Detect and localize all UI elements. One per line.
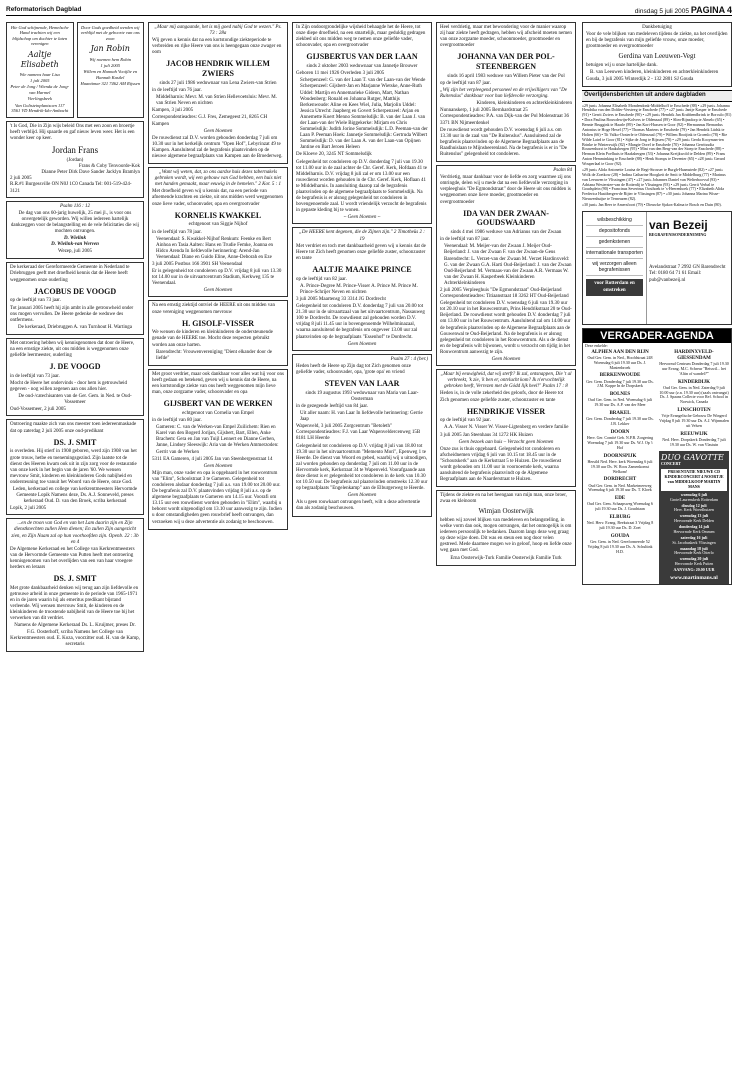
agenda-item	[659, 408, 729, 429]
agenda-details: Ger. Gem. Donderdag 7 juli 19.30 uur Ds. J.B. Lekker	[586, 416, 654, 427]
birth-announcement-jordan: 't Is God, Die in Zijn wijs beleid Ons met een zoon en broertje heeft verblijd. Hij spaarde en gaf nieuw leven weer. Het is een wonder keer op keer. Jordan Frans (Jordan) Frans & Coby Tenvoorde-Kok Dianne Peter Dirk Dave Sander Jacklyn Bramlyn 2 juli 2005 R.R.#1 Burgessville ON N0J 1C0 Canada Tel: 001-519-424-3121	[6, 121, 144, 198]
agenda-details: Ned. Herv. Dorpskerk Donderdag 7 juli 19.30 uur Ds. W. van Vlastuin	[662, 436, 726, 447]
agenda-place: ALPHEN AAN DEN RIJN	[591, 349, 649, 355]
agenda-place: GOUDA	[610, 533, 630, 539]
van-bezeij-services: wilsbeschikking depositofonds gedenkstenen internationale transporten wij verzorgen alleen begrafenissen voor Rotterdam en omstreken	[583, 212, 647, 324]
agenda-details: Oud Ger. Gem. in Ned. Woensdag 6 juli 19.30 uur Ds. A.P. van der Meer	[587, 397, 653, 408]
page-header	[6, 5, 732, 16]
agenda-place: KINDERDIJK	[678, 379, 710, 385]
agenda-place: LINSCHOTEN	[677, 408, 711, 414]
concert-event	[661, 547, 727, 557]
concert-venue: Herv. Kerk Woerdhuizen	[674, 507, 714, 513]
birth-announcement-jan-robin: Door Gods goedheid werden wij verblijd met de geboorte van ons zoon Jan Robin Wij noemen hem Robin 1 juli 2005 Willem en Hannah Vooijlie en Hannah Kastlel Haantimar 321 7462 AM Rijssen	[77, 22, 145, 118]
concert-event	[661, 504, 727, 514]
agenda-place: DOORN	[610, 430, 630, 435]
vergader-agenda: VERGADER-AGENDA Deze enkelde: ALPHEN AAN DEN RIJN Oud Ger. Gem. in Ned., Hoofdstraat 248 Woensdag 6 juli 19.30 uur Ds. J. Mastenbroek BERKENWOUDE Ger. Gem. Donderdag 7 juli 19.30 uur Ds. J.M. Koppe In de Dorpskerk BOLNES Oud Ger. Gem. in Ned. Woensdag 6 juli 19.30 uur Ds. A.P. van der Meer BRAKEL Ger. Gem. Donderdag 7 juli 19.30 uur Ds. J.B. Lekker DOORN Herv. Ger. Comité Geb. N.P.B. Zorgering Woensdag 7 juli 19.30 uur Ds. W.J. Op 't Hof DOORNSPIJK Herstld Ned. Herv. kerk Woensdag 6 juli 19.30 uur Ds. W. Roos Zamenkomst Welkom! DORDRECHT Oud Ger. Gem. in Ned. Marketmeeweg Woensdag 6 juli 19.30 uur Ds. T. Kloek EDE Oud Ger. Gem. Schaapsweg Woensdag 6 juli 19.30 uur Ds. J. Goudriaan ELBURG Ned. Herv. Evang. Beekstraat 3 Vrijdag 8 juli 19.30 uur Ds. D. Zoet GOUDA Ger. Gem. in Ned. Gereformeerde 52 Vrijdag 8 juli 19.30 uur Ds. A. Schultink H.D. HARDINXVELD-GIESSENDAM Hervormd Centrum Donderdag 7 juli 19.30 uur Evang. M.C. Schreur "Reiswil... het 'Altin of wandel?'" KINDERDIJK Oud Ger. Gem. in Ned. Zaterdag 9 juli 10.00 uur (z.n. 19.30 uur) (zaals ontvangst) Ds. J. Spaans Collecte voor Ref. School in Norwick, Canada LINSCHOTEN Vrije Evangelische Gebouw De Wingerd Vrijdag 8 juli 19.30 uur Ds. A.J. Wijnmalen uit Velsen REEUWIJK Ned. Herv. Dorpskerk Donderdag 7 juli 19.30 uur Ds. W. van Vlastuin DUO GAVOTTE CONCERT PRESENTATIE NIEUWE CD KINDERCONCERT 4 NOORTJE van MIDDELKOOP MARTIN MANS woensdag 6 juli Grote/Laurenskerk Rotterdam dinsdag 12 juli Herv. Kerk Woerdhuizen woensdag 13 juli Hervormde Kerk Delden donderdag 14 juli Hervormde Kerk Ommen zaterdag 16 juli St. Jacobuskerk Vlissingen maandag 18 juli Hervormde Kerk Otterlo woensdag 20 juli Hervormde Kerk Putten AANVANG: 20.00 UUR www.martinmans.nl	[582, 328, 732, 585]
agenda-place: BRAKEL	[609, 411, 631, 417]
agenda-item	[585, 515, 655, 531]
agenda-place: EDE	[614, 496, 626, 502]
concert-date: woensdag 13 juli	[679, 513, 709, 519]
concert-date: maandag 18 juli	[680, 545, 708, 551]
agenda-item	[585, 373, 655, 389]
column-5	[582, 22, 732, 1062]
column-3	[292, 22, 432, 1062]
page-number: 4	[726, 5, 732, 15]
agenda-place: BOLNES	[609, 392, 631, 398]
agenda-details: Vrije Evangelische Gebouw De Wingerd Vrijdag 8 juli 19.30 uur Ds. A.J. Wijnmalen uit Velsen	[659, 413, 729, 428]
van-bezeij-service-item: internationale transporten	[586, 248, 643, 259]
column-4	[436, 22, 576, 1062]
agenda-place: REEUWIJK	[680, 431, 708, 437]
agenda-left-list	[585, 350, 655, 584]
duo-gavotte-ad[interactable]: DUO GAVOTTE CONCERT PRESENTATIE NIEUWE CD KINDERCONCERT 4 NOORTJE van MIDDELKOOP MARTIN MANS woensdag 6 juli Grote/Laurenskerk Rotterdam dinsdag 12 juli Herv. Kerk Woerdhuizen woensdag 13 juli Hervormde Kerk Delden donderdag 14 juli Hervormde Kerk Ommen zaterdag 16 juli St. Jacobuskerk Vlissingen maandag 18 juli Hervormde Kerk Otterlo woensdag 20 juli Hervormde Kerk Putten AANVANG: 20.00 UUR www.martinmans.nl	[659, 451, 729, 584]
van-bezeij-service-item: wij verzorgen alleen begrafenissen	[586, 259, 643, 276]
agenda-details: Oud Ger. Gem. in Ned. Marketmeeweg Woensdag 6 juli 19.30 uur Ds. T. Kloek	[588, 482, 652, 493]
concert-date: donderdag 14 juli	[678, 524, 710, 530]
obituary-van-de-werken: Met groot verdriet, maar ook dankbaar voor alles wat hij voor ons heeft gedaan en betekend, geven wij u kennis dat de Heere, na een kortstondige ziekte van ons heeft weggenomen mijn lieve man, onze zorgzame vader, schoonvader en opa GIJSBERT VAN DE WERKEN echtgenoot van Cornelia van Empel in de leeftijd van 80 jaar. Gameren: C. van de Werken-van Empel Zuilichem: Rien en Karel van den Bogerd Jorijan, Gijsbert, Bart, Ellen, Anke Brachem: Gera en Jan van Tuijl Lennert en Dianne Gerben, Janne, Lindsey Sleeswijk: Aria van de Werken Ammerzoden: Gerrit van de Werken 5311 EA Gameren, 4 juli 2005 Jan van Steenbergenstraat 14 Geen bloemen Mijn man, onze vader en opa is opgebaard in het rouwcentrum van "Elim", Schoolstraat 3 te Gameren. Gelegenheid tot condoleren alsdaar donderdag 7 juli a.s. van 19.00 tot 20.00 uur. De begrafenis zal D.V. plaatsvinden vrijdag 8 juli a.s. op de algemene begraafplaats te Gameren om 14.15 uur. Voorafi om 13.15 uur een rouwdienst worden gehouden in "Elim", waarbij u behorst wordt uitgenodigd om 13.10 uur aanwezig te zijn. Indien u door omstandigheden geen rouwbrief heeft ontvangen, dan verzoeken wij u deze advertentie als zodanig te beschouwen.	[148, 369, 288, 530]
agenda-details: Oud Ger. Gem. in Ned. Zaterdag 9 juli 10.00 uur (z.n. 19.30 uur) (zaals ontvangst) Ds. J. Spaans Collecte voor Ref. School in Norwick, Canada	[659, 384, 729, 405]
obituary-van-der-laan: In Zijn ondoorgrondelijke wijsheid behaagde het de Heere, tot onze diepe droefheid, na een smartelijk, maar geduldig gedragen ziekbed uit ons midden weg te nemen onze geliefde vader, schoonvader, opa en overgrootvader GIJSBERTUS VAN DER LAAN sinds 2 oktober 2003 weduwnaar van Jannetje Brouwer Geboren 11 mei 1926 Overleden 3 juli 2005 Scherpenzeel: G. van der Laan T. van der Laan-van der Wende Scherpenzeel: Gijsbert-Jan en Marjanne Wietske, Anne-Ruth Uddel: Martijn en Annemarieke Gideon, Mart, Nathan Woudenberg: Ronald en Johanna Rutger, Matthijs Berkenwoude: Aline en Kees Wiel, Julia, Marjolin Uddel: Jessica Utrecht: Jaapberg en Govert Scherpenzeel: Arjan en Annemette Koert Menno Sommelsdijk: B. van der Laan J. van der Laan-van der Wiele Biggekerke: Mirjam en Chris Sommelsdijk: Judith Jorine Sommelsdijk: L.D. Peeman-van der Laan P. Peeman Hoek: Jannetje Sommelsdijk: Gertruda Wilbert Sommelsdijk: D. van der Laan A. van der Laan-van Opijnen Jantine en Bart Jeroen Heleen De Kloeve 20, 3245 NT Sommelsdijk Gelegenheid tot condoleren op D.V. donderdag 7 juli van 19.30 tot 11.00 uur in de zaal achter de Chr. Geref. Kerk, Hofdaan 41 te Middelharnis. D.V. vrijdag 8 juli zal er om 13.00 uur een rouwdienst worden gehouden in de Chr. Geref. Kerk, Hoflaan 41 te Middelharnis. In aansluiting daarop zal de begrafenis plaatsvinden op de algemene begraafplaats te Sommelsdijk. Na de begrafenis is er alsnog gelegenheid tot condoleren in bovengenoemde zaal. U wordt vriendelijk verzocht de begrafenis in gepaste kleding bij te wonen. ~ Geen bloemen ~	[292, 22, 432, 224]
obituary-zwiers: „Maar mij aangaande, het is mij goed nabij God te wezen." Ps. 73 : 28a Wij geven u kennis dat na een kortstondige ziekteperiode te verbreiden en rijke Heere van ons is heengegaan onze zwager en oom JACOB HENDRIK WILLEM ZWIERS sinds 27 juli 1986 weduwnaar van Lena Zwiers-van Strien in de leeftijd van 76 jaar. Middelharnis: Mevr. M. van Strien Hellevoetsluis: Mevr. M. van Strien Neven en nichten Kampen, 3 juli 2005 Correspondentieadres: G.J. Fres, Zemegeest 21, 8265 CH Kampen Geen bloemen De rouwdienst zal D.V. worden gehouden donderdag 7 juli om 10.30 uur in het kerkelijk centrum "Open Hof", Lebyrinzat 49 te Kampen. Aansluitend zal de begrafenis plaatsvinden op de nieuwe algemene begraafplaats van Kampen aan de Broederweg.	[148, 22, 288, 164]
agenda-details: Ned. Herv. Evang. Beekstraat 3 Vrijdag 8 juli 19.30 uur Ds. D. Zoet	[586, 520, 654, 531]
van-bezeij-service-item: wilsbeschikking	[586, 215, 643, 226]
concert-date: woensdag 20 juli	[679, 556, 709, 562]
agenda-details: Herv. Ger. Comité Geb. N.P.B. Zorgering Woensdag 7 juli 19.30 uur Ds. W.J. Op 't Hof	[586, 435, 654, 450]
concert-event	[661, 536, 727, 546]
concert-venue: Hervormde Kerk Delden	[674, 518, 714, 524]
thanks-oosterwijk: Tijdens de ziekte en na het heengaan van mijn man, onze broer, zwaa en kleinoom Wimjan Oosterwijk hebben wij zoveel blijken van medeleven en belangstelling, in welke vorm dan ook, mogen ontvangen, dat het onmogelijk is om iedereen persoonlijk te bedanken. Daarom langs deze weg graag op deze wijze doen. Dit was en steun een nog door velen gestreed. Mede daarmee mogen we in geloof, hoop en liefde onze weg gaan met God. Erna Oosterwijk-Turk Familie Oosterwijk Familie Turk	[436, 490, 576, 565]
obituary-gisolf-visser: Na een ernstig ziektijd ontviel de HEERE uit ons midden van onze vereniging weggenomen mevrouw H. GISOLF-VISSER We wensen de kinderen en kleinkinderen de ondersteunende genade van de HEERE toe. Mocht deze respecten gebruikt worden aan onze harten. Barendrecht: Vrouwenvereniging "Dient elkander door de liefde"	[148, 300, 288, 365]
obituary-de-voogd-2: Met ontroering hebben wij kennisgenomen dat door de Heere, na een ernstige ziekte, uit ons midden is weggenomen onze geliefde leermeester, ouderling J. DE VOOGD in de leeftijd van 73 jaar. Mocht de Heere het ondervinds - door hem is getrouwheid gegeven - nog willen zegenen aan ons allen hier. De oud-/catechisanten van de Ger. Gem. in Ned. te Oud-Vossemeer Oud-Vossemeer, 2 juli 2005	[6, 338, 144, 417]
thanks-van-leeuwen: Dankbetuiging Voor de vele blijken van medeleven tijdens de ziekte, na het overlijden en bij de begrafenis van mijn geliefde vrouw, onze moeder, grootmoeder en overgrootmoeder Gerdina van Leeuwen-Vegt betuigen wij u onze hartelijke dank. B. van Leeuwen kinderen, kleinkinderen en achterkleinkinderen Gouda, 3 juli 2005 Winterdijk 2 - 132 2801 SJ Gouda	[582, 22, 732, 87]
obituary-kwakkel: „Want wij weten, dat, zo ons aardse huis dezes tabernakels gebroken wordt, wij een gebouw van God hebben, een huis niet met handen gemaakt, maar eeuwig in de hemelen." 2 Kor. 5 : 1 Met droefheid geven wij u kennis dat, na een periode van afnemende krachten en ziekte, uit ons midden werd weggenomen onze lieve vader, schoonvader, opa en overgrootvader KORNELIS KWAKKEL echtgenoot van Siggie Nijhof in de leeftijd van 78 jaar. Veenendaal: S. Kwakkel-Nijhof Renkum: Feenke en Bert Ainhoa en Tasia Aalten: Hans en Trudie Femke, Joanna en Hidco Arenda In liefdevolle herinnering: Arend-Jan Veenendaal: Diane en Guido Eline, Anne-Deborah en Eze 3 juli 2005 Postbus 166 3901 SH Veenendaal Er is gelegenheid tot condoleren op D.V. vrijdag 8 juli van 13.30 tot 14.00 uur in de uitvaartcentrum Stadium, Kerkweg 135 te Veenendaal. Geen bloemen	[148, 167, 288, 297]
concert-date: woensdag 6 juli	[680, 491, 708, 497]
agenda-item	[659, 350, 729, 377]
column-2	[148, 22, 288, 1062]
agenda-details: Hervormd Centrum Donderdag 7 juli 19.30 uur Evang. M.C. Schreur "Reiswil... het 'Altin of wandel?'"	[659, 360, 729, 376]
agenda-details: Oud Ger. Gem. Schaapsweg Woensdag 6 juli 19.30 uur Ds. J. Goudriaan	[587, 501, 653, 512]
concert-event	[661, 557, 727, 567]
concert-event	[661, 514, 727, 524]
agenda-details: Oud Ger. Gem. in Ned., Hoofdstraat 248 Woensdag 6 juli 19.30 uur Ds. J. Mastenbroek	[587, 354, 653, 370]
concert-event	[661, 525, 727, 535]
agenda-place: DORDRECHT	[603, 477, 637, 483]
birth-announcement-aaltje: Hie God schijnende, Hemelsche Hand trachten wij een blijdschap om dochter te laten verenigen Aaltje Elisabeth Wie namens haar Lisa 1 juli 2005 Peter de Jong / Wienda de Jong-van Harmel Vierlingsbeek Van Goltsteinplantsoen 117 3561 VD Hendrik-Ido-Ambacht	[6, 22, 74, 118]
concert-venue: Hervormde Kerk Putten	[674, 561, 714, 567]
other-newspaper-obituaries: Overlijdensberichten uit andere dagbladen «29 juni» Johanna Elisabeth Mondendonk-Middelhoff te Enschede (88) • «29 juni» Johanna Hendrika van den Dolder-Versteeg te Enschede (77) • «27 juni» Jantje Kasper te Enschede (91) • Gerrit Zwiers te Enschede (90) • «29 juni» Hendrik Jan Krabbendbrink te Borculo (81) • Dora Paulina Bouwdewijn-Kolvers te Oldenzaal (89) • Slim-Rijnsdorp te Almelo (65) • Bennie Bruggink te Haarle (89) • Jan Kort-Hassen te Goor (92) • Hermannus Bernardus Antonius te Hoge Hexel (77) • Thomas Martens te Enschede (79) • Jan Hendrik Lüdsk te Holten (66) • Tit Valko-Oosterle te Oldenzaal (79) • Willem Booijink te Groenlo (78) • Rie Wilde Laird te Goor (81) • Sijke de Jong te Rijssen (70) • «29 juni» Gerda Kooyman-ten Brinke te Winterswijk (82) • Mangie Oorel te Enschede (70) • Johanna Gerritsudia Rouwenhorst te Haaksbergen (95) • Mini van den Berg-van der Stoep te Enschede (88) • Herman Klein Poelhuis te Haaksbergen (53) • Johanna Kreijkwold te Delden (89) • Frans Anton Hemminking te Enschede (88) • Henk Stomps te Deventer (65) • «28 juni» Gerard Wouperlaal te Goor (92). «29 juni» Alida Antonette Louisa de Regt-Strosser te Burgh-Haamstede (82) • «27 juni» Wolk de Zoetkow (28) • Indina Catharine Hoogkeit de Smit te Middelburg (77) • Marinus van Leeuwen te Vlissingen (47) • «27 juni» Johannes Daniel van Welterhoovsd (93) • Adriana Westerstee-van de Rotterdij te Vlissingen (93) • «29 juni» Gerrit Verbal te Goudsplein (90) • Francinus Severinus Oosthoek te 's-Heerenhoek (77) • Elizabeth Alida Frederica Haaitbergen-de Rijter te Vlissingen (87) • «30 juni» Johanna Marina Wisse-Nieuwenhuijse te Terneuzen (82). «30 juni» Jan Beer te Amersfoort (79) • Dieuwke Sjakos-Kalma te Bosch en Duin (80).	[582, 92, 732, 207]
obituary-smit-putten: ...en de troon van God en van het Lam daarin zijn en Zijn dienstknechten zullen Hem dienen; En zullen Zijn aangezicht zien, en Zijn Naam zal op hun voorhoofden zijn. Openb. 22 : 3b en 4 De Algemene Kerkeraad en het College van Kerkrentmeesters van de Hervormde Gemeente van Putten heeft met ontroering kennisgenomen van het overlijden van een van haar vroegere herders en leraars DS. J. SMIT Met grote dankbaarheid denken wij terug aan zijn liefdevolle en getrouwe arbeid in onze gemeente in de periode van 1965-1971 en in de jaren waarin hij als emeritus predikant bijstand verleende. Wij wensen mevrouw Smit, de kinderen en de kleinkinderen de troostende nabijheid van de Heere toe bij het verwerken van dit verdriet. Namens de Algemene Kerkeraad Ds. L. Kruijmer, preses Dr. F.G. Oosterhoff, scriba Namens het College van Kerkrentmeesters oud. E. Koza, voorzitter oud. H. van de Kamp, secretaris	[6, 518, 144, 651]
agenda-item	[585, 534, 655, 555]
concert-event	[661, 493, 727, 503]
van-bezeij-brand: van Bezeij BEGRAFENISONDERNEMING Avelandstraat 7 2992 GN Barendrecht Tel: 0180 64 71 61 Email: pub@vanbezeij.nl	[649, 217, 726, 283]
obituary-prince: „De HEERE kent degenen, die de Zijnen zijn." 2 Timotheüs 2 : 19 Met verdriet en toch met dankbaarheid geven wij u kennis dat de Heere tot Zich heeft genomen onze geliefde zuster, schoonzuster en tante AALTJE MAAIKE PRINCE op de leeftijd van 82 jaar. A. Prince-Degree M. Prince-Visser A. Prince M. Prince M. Prince-Schrijer Neven en nichten 3 juli 2005 Maartensg 33 3314 JG Dordrecht Gelegenheid tot condoleren D.V. donderdag 7 juli van 20.00 tot 21.30 uur in de uitvaartzaal van het uitvaartcentrum, Nassauweg 100 te Dordrecht. De rouwdienst zal gehouden worden D.V. vrijdag 8 juli 11.45 uur in bovengenoemde Wilhelminazaal, waarna aansluitend de begrafenis om ongeveer 13.00 uur zal plaatsvinden op de begraafplaats "Essenhof" te Dordrecht. Geen bloemen	[292, 227, 432, 350]
agenda-item	[585, 477, 655, 493]
obituary-van-der-pol: Heel verdrietig, maar met bewondering voor de manier waarop zij haar ziekte heeft gedragen, hebben wij afscheid moeten nemen van onze zorgzame moeder, schoonmoeder, grootmoeder en overgrootmoeder JOHANNA VAN DER POL-STEENBERGEN sinds 16 april 1983 weduwe van Willem Pieter van der Pol op de leeftijd van 87 jaar. „Wij zijn het verpleegend personeel en de vrijwilligers van "De Ruitenslus" dankbaar voor hun liefdevolle verzorging. Kinderen, kleinkinderen en achterkleinkinderen Nunnanskerp, 1 juli 2005 Bernhardstraat 25 Correspondentieadres: P.A. van Dijk-van der Pol Molenstraat 36 3371 BN Nijmeerdenkel De rouwdienst wordt gehouden D.V. woensdag 6 juli a.s. om 13.30 uur in de zaal van "De Ruitenslus". Aansluitend zal de begrafenis plaatsvinden op de Algemene Begraafplaats aan de Raadhuislaan te Mijnsheerenland. Na de begrafenis is er in "De Ruitenslus" gelegenheid tot condoleren.	[436, 22, 576, 162]
agenda-item	[585, 392, 655, 408]
agenda-item	[585, 411, 655, 427]
agenda-right-list	[659, 350, 729, 448]
concert-date: AANVANG: 20.00 UUR	[673, 567, 715, 573]
concert-venue: Hervormde Kerk Otterlo	[674, 550, 714, 556]
van-bezeij-service-item: depositofonds	[586, 226, 643, 237]
concert-date: dinsdag 12 juli	[681, 502, 707, 508]
concert-venue: Grote/Laurenskerk Rotterdam	[669, 496, 719, 502]
concert-date: zaterdag 16 juli	[680, 534, 708, 540]
van-bezeij-service-item: gedenkstenen	[586, 237, 643, 248]
agenda-item	[585, 430, 655, 451]
obituary-van-laar: Psalm 27 : 4 (ber.) Heden heeft de Heere op Zijn dag tot Zich genomen onze geliefde vader, schoonvader, opa, 'grote opa' en vriend STEVEN VAN LAAR sinds 19 augustus 1993 weduwnaar van Maria van Laar-Oosterman in de gezegende leeftijd van 84 jaar. Uit aller naam: H. van Laar In liefdevolle herinnering: Gerrie Jaap Wapenveld, 3 juli 2005 Zorgcentrum "Betoleth" Correspondentieadres: F.J. van Laar Wapenveldercenweg 15B 8181 LH Heerde Gelegenheid tot condoleren op D.V. vrijdag 8 juli van 18.00 tot 19.30 uur in het uitvaartcentrum "Memento Mori", Epenweg 1 te Heerde. De dienst van Woord en gebed, waarbij wij u uitnodigen, zal worden gehouden op donderdag 7 juli om 11.00 uur in de Hervormde kerk, Kerkstraat 34 te Wapenveld. Voorafgaande aan deze dienst is er gelegenheid tot condoleren in de kerk van 10.30 tot 10.50 uur. De begrafenis zal plaatsvinden omstreeks 12.30 uur op begraafplaats "Engelenkamp" aan de Elburgerweg te Heerde. Geen bloemen Als u geen rouwkaart ontvangen heeft, wilt u deze advertentie dan als zodanig beschouwen.	[292, 354, 432, 517]
agenda-item	[659, 432, 729, 448]
agenda-item	[585, 496, 655, 512]
agenda-item	[585, 350, 655, 371]
concert-venue: Hervormde Kerk Ommen	[673, 528, 715, 534]
agenda-place: DOORNSPIJK	[603, 453, 637, 459]
newspaper-name: Reformatorisch Dagblad	[6, 6, 82, 13]
agenda-item	[659, 380, 729, 406]
obituary-de-voogd-1: De kerkeraad der Gereformeerde Gemeente in Nederland te Driebruggen geeft met droefheid kennis dat de Heere heeft weggenomen onze ouderling JACOBUS DE VOOGD op de leeftijd van 73 jaar. Tot januari 2005 heeft hij zijn ambt in alle getrouwheid onder ons mogen vervullen. De Heere gedenke de weduwe des ontfermens. De kerkeraad, Driebruggen A. van Turnhout H. Wartinga	[6, 262, 144, 335]
agenda-details: Ger. Gem. Donderdag 7 juli 19.30 uur Ds. J.M. Koppe In de Dorpskerk	[586, 378, 654, 389]
anniversary-thanks: Psalm 116 : 12 De dag van ons 60-jarig huwelijk, 25 mei jl., is voor ons onvergetelijk geworden. Wij willen iedereen hartelijk dankzeggen voor de belangstelling en de vele felicitaties die wij mochten ontvangen. D. Wielink D. Wielink-van Werven Wezep, juli 2005	[6, 201, 144, 260]
page-date: dinsdag 5 juli 2005 PAGINA 4	[634, 5, 732, 15]
agenda-place: HARDINXVELD-GIESSENDAM	[674, 349, 714, 361]
agenda-details: Herstld Ned. Herv. kerk Woensdag 6 juli 19.30 uur Ds. W. Roos Zamenkomst Welkom!	[587, 458, 653, 474]
agenda-place: ELBURG	[609, 515, 631, 521]
agenda-item	[585, 454, 655, 475]
obituary-smit-lopik: Ontroering maakte zich van ons meester toen iedereenmaskade dat op zaterdag 2 juli 2005 onze oud-predikant DS. J. SMIT is overleden. Hij stierf in 1908 geboren, werd zijn 1908 van het grote trouw, hetbe en toenemingsgezind. Zijn laatste tot de dienst des Heeren kwam ook uit in zijn zorg voor de restauratie van onze kerk in het begin van de jaren '60. We wensen mevrouw Smit, kinderen en kleinkinderen Gods nabijheid en ondersteuning toe vanuit het Woord van de Heere, onze God. Leden, kerkeraad en college van kerkrentmeesters Hervormde Gemeente Lopik Namens deze, Ds. A.J. Sonneveld, preses kerkeraad Oud. D. van den Broek, scriba kerkeraad Lopik, 2 juli 2005	[6, 419, 144, 515]
agenda-place: BERKENWOUDE	[599, 373, 641, 379]
obituary-visser: „Maar bij eeuwigheid, dat wij sterft? Ik zal, ontsnappen, Die 't al verbreekt, 'k zie, 'k ben er, ontvlucht kom? Ik n'ervochtelijk gebroken heeft, Verrezen met de Gódd lijk heel!" Psalm 17 : 8 Heden is, in de volle zekerheid des geloofs, door de Heere tot Zich genomen onze geliefde zuster, schoonzuster en tante HENDRIKJE VISSER op de leeftijd van 92 jaar. A.A. Visser N. Visser W. Visser-Ligtenberg en verdere familie 3 juli 2005 Jan Steenhaus 34 1272 HK Huizen Geen bezoek aan huis – Verzocht geen bloemen Onze zus is thuis opgebaard. Gelegenheid tot condoleren en afscheidnemen vrijdag 6 juli van 10.15 tot 18.45 uur in de "Schoutskerk" aan de Kerkstraat 5 te Huizen. De rouwdienst wordt gehouden om 11.00 uur in voornoemde kerk, waarna aansluitend de begrafenis plaatsvindt op de Algemene Begraafplaats aan de Naarderstraat te Huizen.	[436, 369, 576, 487]
obituary-van-der-zwaan: Psalm 84 Verdrietig, maar dankbaar voor de liefde en zorg waarmee zij ons omringde, delen wij u mede dat na een liefdevolle verzorging in verpleeghuis "De Egmondstraat" door de Heere uit ons midden is weggenomen onze lieve moeder, grootmoeder en overgrootmoeder IDA VAN DER ZWAAN-GOUDSWAARD sinds 4 mei 1986 weduwe van Adrianus van der Zwaan in de leeftijd van 87 jaar. Veenendaal: M. Meijer-van der Zwaan J. Meijer Oud-Beijerland: J. van der Zwaan F. van der Zwaan-de Geus Barendrecht: L. Verzet-van der Zwaan M. Verzet Hardinxveld: G. van der Zwaan G.A. Harti Oud-Beijerland: J. van der Zwaan Oud-Beijerland: M. Vermaas-van der Zwaan A.R. Vermaas W. van der Zwaan H. Kasperbeek Kleinkinderen Achterkleinkinderen 2 juli 2005 Verpleeghuis "De Egmondstraat" Oud-Beijerland Correspondentieadres: Titiaanstraat 18 3262 HT Oud-Beijerland Gelegenheid tot condoleren D.V. woensdag 6 juli van 19.30 uur tot 20.10 uur in het Rouwcentrum, Prins Hendrikstraat 20 te Oud-Beijerland. De rouwdienst wordt gehouden D.V. donderdag 7 juli om 13.00 uur in het Rouwcentrum. Aansluitend zal om 14.00 uur de begrafenis plaatsvinden op de Algemene Begraafplaats aan de Gouwenwal te Oud-Beijerland. Na de begrafenis is er alsnog gelegenheid tot condoleren in het Rouwcentrum. Als u de dienst en de begrafenis wilt bijwonen, wordt u verzocht om tijdig in het Rouwcentrum aanwezig te zijn. Geen bloemen	[436, 165, 576, 366]
column-1	[6, 22, 144, 1062]
duo-gavotte-url[interactable]: www.martinmans.nl	[670, 574, 718, 581]
agenda-details: Ger. Gem. in Ned. Gereformeerde 52 Vrijdag 8 juli 19.30 uur Ds. A. Schultink H.D.	[587, 539, 653, 554]
concert-event	[661, 568, 727, 573]
concert-venue: St. Jacobuskerk Vlissingen	[672, 539, 716, 545]
van-bezeij-ad[interactable]	[582, 211, 732, 325]
